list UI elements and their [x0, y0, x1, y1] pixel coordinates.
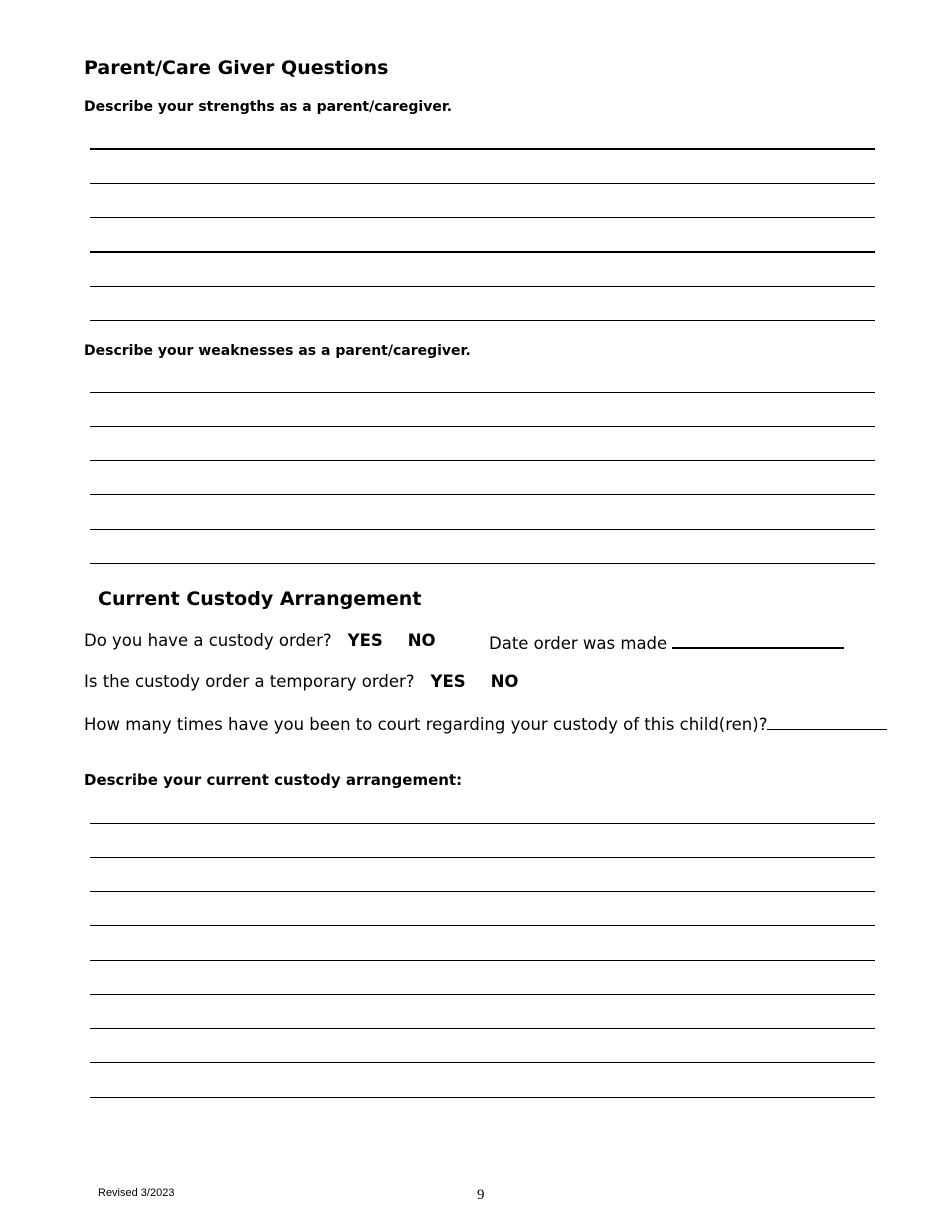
answer-line-weaknesses-1[interactable]	[90, 392, 875, 393]
temporary-order-yes-option[interactable]: YES	[430, 672, 466, 691]
temporary-order-no-option[interactable]: NO	[490, 672, 519, 691]
answer-line-arrangement-5[interactable]	[90, 960, 875, 961]
answer-line-arrangement-6[interactable]	[90, 994, 875, 995]
date-order-input-line[interactable]	[672, 631, 844, 649]
answer-line-strengths-3[interactable]	[90, 217, 875, 218]
date-order-label: Date order was made	[489, 634, 668, 653]
answer-line-weaknesses-4[interactable]	[90, 494, 875, 495]
custody-order-yes-option[interactable]: YES	[347, 631, 383, 650]
question-current-arrangement: Describe your current custody arrangement:	[84, 771, 463, 789]
question-temporary-order	[84, 672, 518, 691]
page-number: 9	[477, 1187, 485, 1203]
section-title-parent-caregiver: Parent/Care Giver Questions	[84, 57, 389, 79]
revision-date: Revised 3/2023	[98, 1187, 175, 1199]
court-times-question-text: How many times have you been to court regarding your custody of this child(ren)?	[84, 715, 768, 734]
temporary-order-question-text: Is the custody order a temporary order?	[84, 672, 415, 691]
question-weaknesses: Describe your weaknesses as a parent/caregiver.	[84, 343, 471, 359]
answer-line-weaknesses-5[interactable]	[90, 529, 875, 530]
question-court-times	[84, 713, 887, 734]
answer-line-strengths-1[interactable]	[90, 148, 875, 150]
answer-line-arrangement-4[interactable]	[90, 925, 875, 926]
answer-line-strengths-4[interactable]	[90, 251, 875, 253]
answer-line-arrangement-7[interactable]	[90, 1028, 875, 1029]
answer-line-arrangement-3[interactable]	[90, 891, 875, 892]
answer-line-strengths-6[interactable]	[90, 320, 875, 321]
custody-order-no-option[interactable]: NO	[407, 631, 436, 650]
custody-order-question-text: Do you have a custody order?	[84, 631, 332, 650]
section-title-custody: Current Custody Arrangement	[98, 588, 422, 610]
question-strengths: Describe your strengths as a parent/caregiver.	[84, 99, 453, 115]
question-custody-order	[84, 631, 436, 650]
answer-line-weaknesses-2[interactable]	[90, 426, 875, 427]
answer-line-strengths-5[interactable]	[90, 286, 875, 287]
answer-line-weaknesses-3[interactable]	[90, 460, 875, 461]
court-times-input-line[interactable]	[767, 713, 887, 730]
answer-line-weaknesses-6[interactable]	[90, 563, 875, 564]
answer-line-strengths-2[interactable]	[90, 183, 875, 184]
date-order-made-field	[489, 631, 844, 653]
answer-line-arrangement-8[interactable]	[90, 1062, 875, 1063]
answer-line-arrangement-9[interactable]	[90, 1097, 875, 1098]
answer-line-arrangement-1[interactable]	[90, 823, 875, 824]
answer-line-arrangement-2[interactable]	[90, 857, 875, 858]
